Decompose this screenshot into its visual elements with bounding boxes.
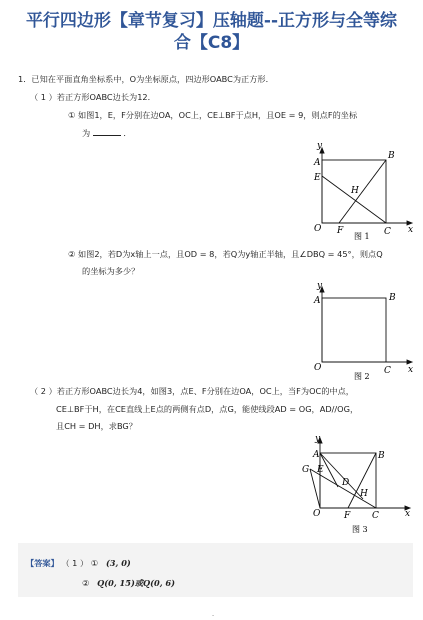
fig3-h-label: H	[360, 489, 368, 499]
question1-prefix: 为	[82, 128, 91, 138]
fig3-c-label: C	[372, 511, 379, 521]
fig3-y-label: y	[315, 434, 321, 444]
fig3-caption: 图 3	[352, 525, 368, 534]
part2-line3: 且CH = DH，求BG？	[56, 421, 137, 431]
answer-1-value: (3, 0)	[105, 558, 131, 568]
fig2-origin-label: O	[314, 363, 322, 373]
part2-line2: CE⊥BF于H，在CE直线上E点的两侧有点D，点G，能使线段AD = OG，AD//OG，	[56, 404, 359, 414]
fig2-x-label: x	[408, 365, 414, 375]
question1-line2	[82, 127, 132, 139]
fig3-b-label: B	[378, 451, 385, 461]
question1-suffix: ．	[123, 128, 132, 138]
figure-2	[304, 281, 416, 387]
fig2-c-label: C	[384, 366, 391, 376]
fig2-b-label: B	[389, 293, 396, 303]
fig1-y-label: y	[317, 141, 323, 151]
fig1-e-label: E	[314, 173, 321, 183]
fig3-a-label: A	[313, 450, 320, 460]
fig1-f-label: F	[337, 226, 344, 236]
question2-line2: 的坐标为多少？	[82, 266, 140, 276]
answer-part: （ 1 ）	[61, 558, 89, 568]
fig1-a-label: A	[314, 158, 321, 168]
question2-line1: ② 如图2，若D为x轴上一点，且OD = 8，若Q为y轴正半轴，且∠DBQ = 45°，则点Q	[68, 249, 383, 259]
page-mark: -	[212, 612, 215, 619]
figure-1	[304, 140, 416, 246]
figure-3	[298, 432, 416, 540]
fig1-origin-label: O	[314, 224, 322, 234]
fig2-y-label: y	[317, 281, 323, 291]
fig3-d-label: D	[342, 478, 350, 488]
fig1-b-label: B	[388, 151, 395, 161]
fig2-caption: 图 2	[354, 372, 370, 381]
fig1-c-label: C	[384, 227, 391, 237]
part2-line1: （ 2 ）若正方形OABC边长为4，如图3，点E、F分别在边OA，OC上，当F为OC的中点，	[30, 386, 354, 396]
answer-line-1	[26, 558, 131, 569]
fig3-origin-label: O	[313, 509, 321, 519]
answer-1-number: ①	[90, 558, 99, 568]
answer-line-2	[82, 578, 175, 589]
answer-blank	[93, 127, 121, 136]
fig3-g-label: G	[302, 465, 310, 475]
answer-2-value: Q(0, 15)或Q(0, 6)	[97, 578, 175, 588]
fig3-x-label: x	[405, 509, 411, 519]
page-title	[0, 10, 423, 54]
answer-2-number: ②	[82, 578, 90, 588]
fig1-x-label: x	[408, 225, 414, 235]
fig1-caption: 图 1	[354, 232, 370, 241]
answer-box	[18, 543, 413, 597]
title-line-2: 合【C8】	[173, 33, 250, 53]
question1-line1: ① 如图1，E，F分别在边OA，OC上，CE⊥BF于点H，且OE = 9，则点F的坐标	[68, 110, 358, 120]
fig1-h-label: H	[351, 186, 359, 196]
problem-intro: 1．已知在平面直角坐标系中，O为坐标原点，四边形OABC为正方形．	[18, 74, 274, 84]
fig2-a-label: A	[314, 296, 321, 306]
part1-heading: （ 1 ）若正方形OABC边长为12．	[30, 92, 156, 102]
fig3-e-label: E	[317, 465, 324, 475]
title-line-1: 平行四边形【章节复习】压轴题--正方形与全等综	[25, 11, 398, 31]
fig3-f-label: F	[344, 511, 351, 521]
answer-tag: 【答案】	[26, 558, 59, 568]
